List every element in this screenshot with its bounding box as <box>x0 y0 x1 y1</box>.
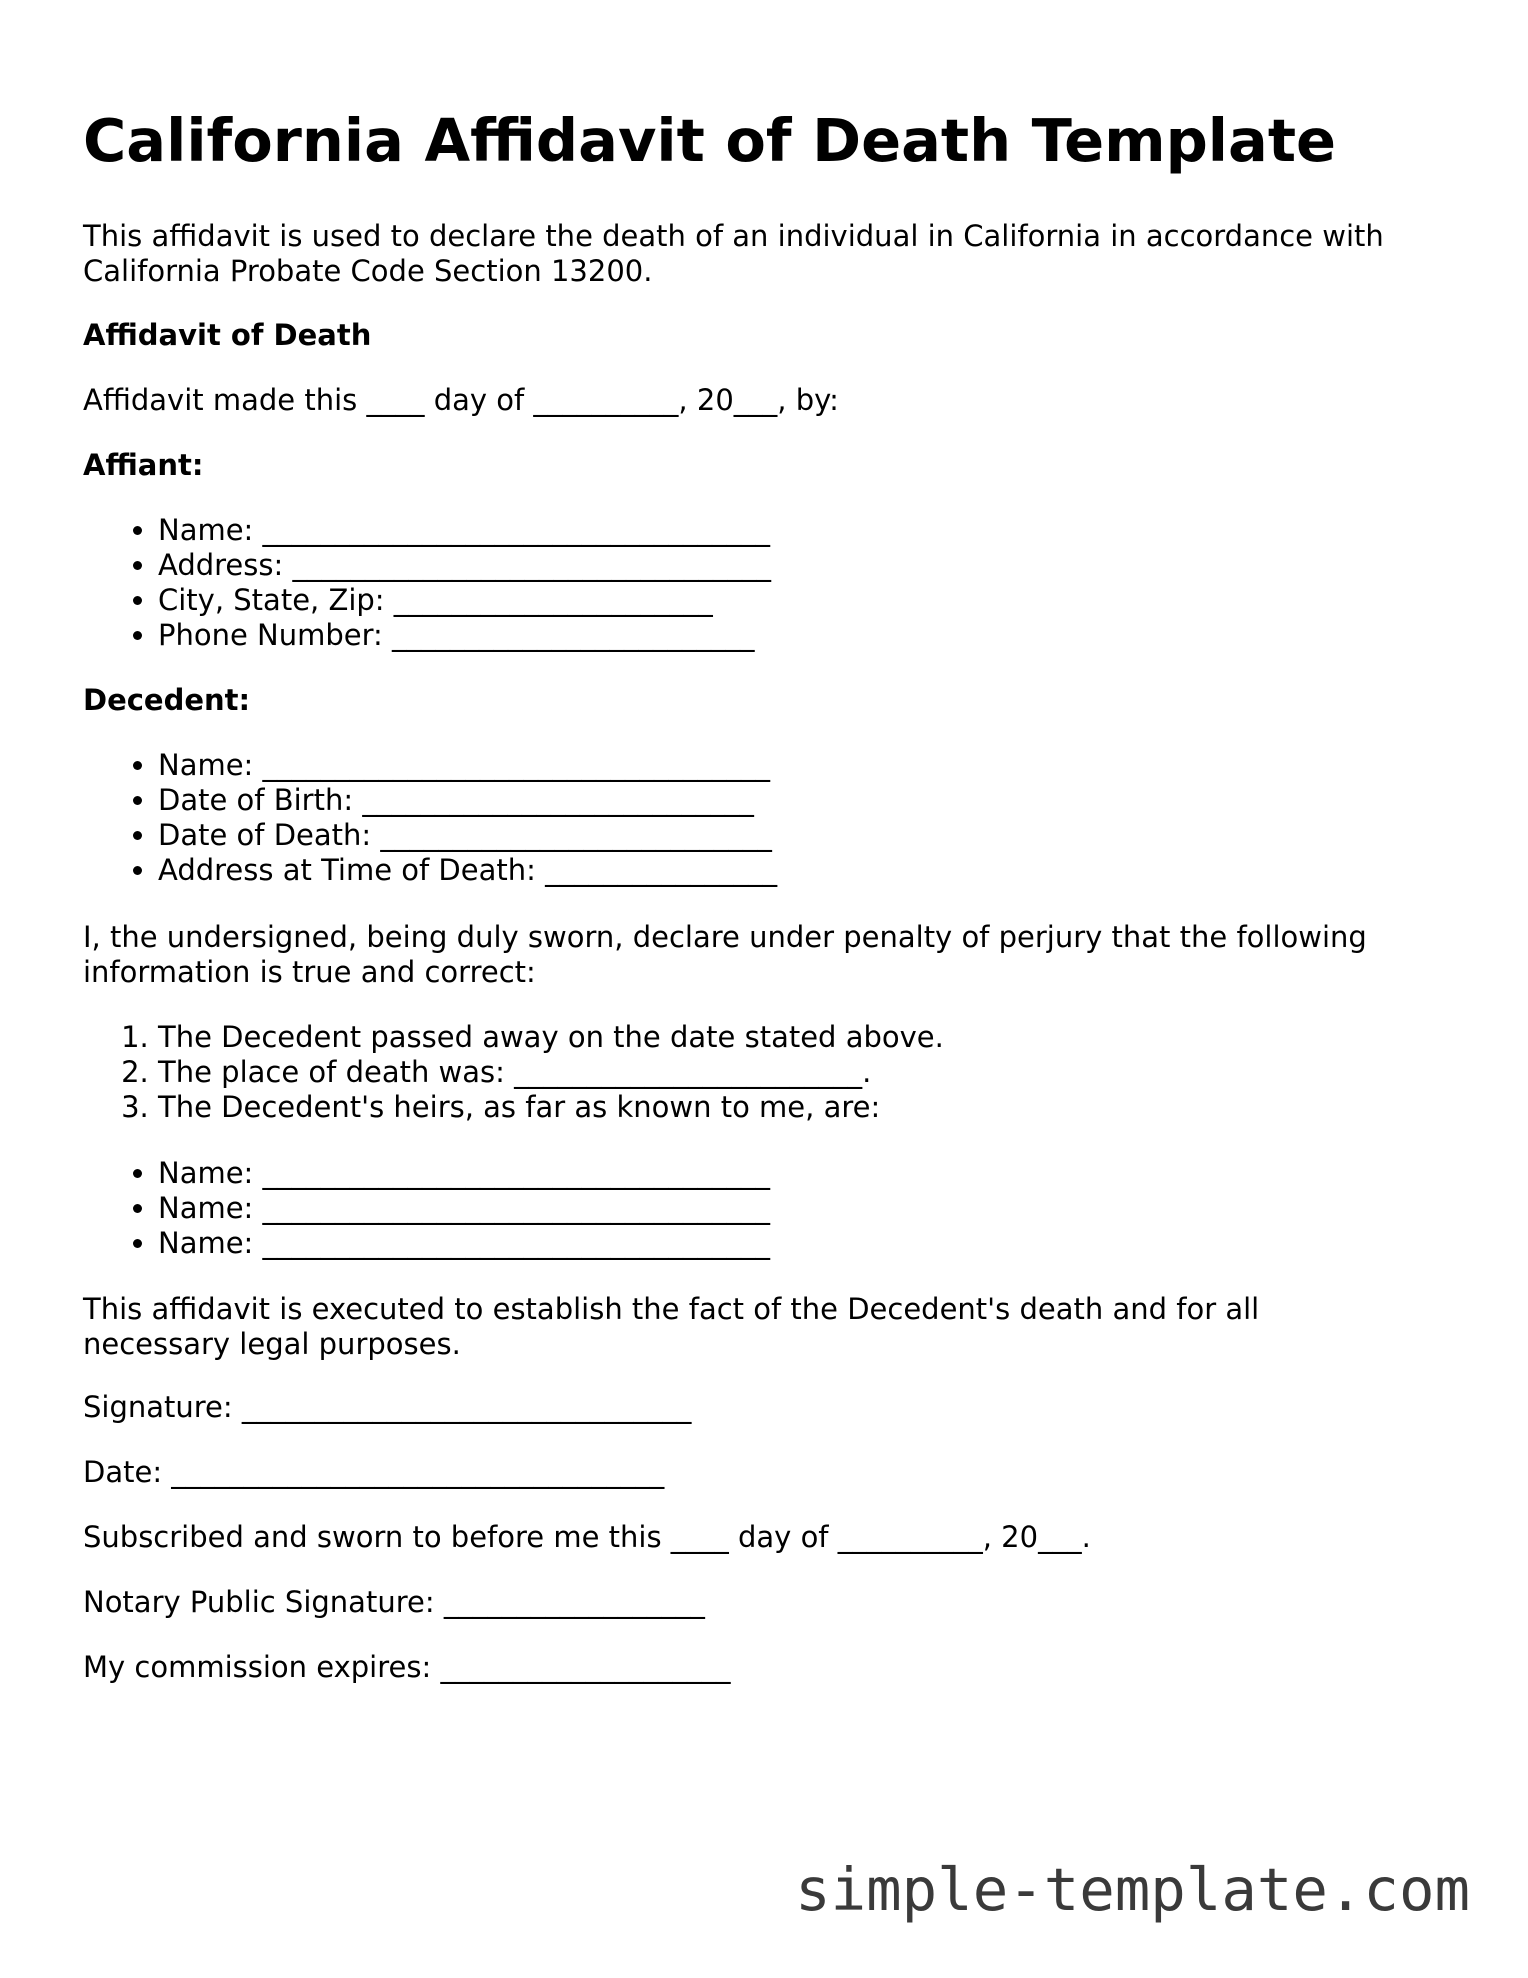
list-item: 1. The Decedent passed away on the date stated above. <box>158 1020 944 1055</box>
list-item: • Phone Number: _________________________ <box>158 618 771 653</box>
list-item: • Address at Time of Death: ________________ <box>158 853 777 888</box>
intro-paragraph <box>83 219 1384 289</box>
list-item: • Address: _________________________________ <box>158 548 771 583</box>
list-item: 2. The place of death was: ________________________. <box>158 1055 944 1090</box>
declaration-paragraph <box>83 920 1367 990</box>
sworn-line: Subscribed and sworn to before me this ____ day of __________, 20___. <box>83 1520 1091 1554</box>
closing-paragraph <box>83 1292 1259 1362</box>
decedent-list <box>83 748 777 888</box>
list-item: • Name: ___________________________________ <box>158 513 771 548</box>
signature-line: Signature: _______________________________ <box>83 1390 692 1424</box>
intro-line: California Probate Code Section 13200. <box>83 254 653 288</box>
affiant-heading: Affiant: <box>83 448 204 482</box>
list-item: • Date of Death: ___________________________ <box>158 818 777 853</box>
heirs-list <box>83 1156 770 1261</box>
date-line: Date: __________________________________ <box>83 1455 665 1489</box>
list-item: • Name: ___________________________________ <box>158 1156 770 1191</box>
declaration-line: I, the undersigned, being duly sworn, declare under penalty of perjury that the following <box>83 920 1367 954</box>
closing-line: This affidavit is executed to establish the fact of the Decedent's death and for all <box>83 1292 1260 1326</box>
list-item: • Date of Birth: ___________________________ <box>158 783 777 818</box>
intro-line: This affidavit is used to declare the death of an individual in California in accordance with <box>83 219 1384 253</box>
list-item: 3. The Decedent's heirs, as far as known to me, are: <box>158 1090 944 1125</box>
notary-signature-line: Notary Public Signature: __________________ <box>83 1585 705 1619</box>
list-item: • City, State, Zip: ______________________ <box>158 583 771 618</box>
made-line: Affidavit made this ____ day of __________, 20___, by: <box>83 383 839 417</box>
statements-list <box>83 1020 944 1125</box>
declaration-line: information is true and correct: <box>83 955 536 989</box>
watermark: simple-template.com <box>795 1855 1470 1924</box>
decedent-heading: Decedent: <box>83 683 251 717</box>
list-item: • Name: ___________________________________ <box>158 748 777 783</box>
list-item: • Name: ___________________________________ <box>158 1191 770 1226</box>
list-item: • Name: ___________________________________ <box>158 1226 770 1261</box>
closing-line: necessary legal purposes. <box>83 1327 461 1361</box>
affiant-list <box>83 513 771 653</box>
page-title: California Affidavit of Death Template <box>83 106 1337 175</box>
commission-line: My commission expires: ____________________ <box>83 1650 731 1684</box>
section-heading: Affidavit of Death <box>83 318 372 352</box>
